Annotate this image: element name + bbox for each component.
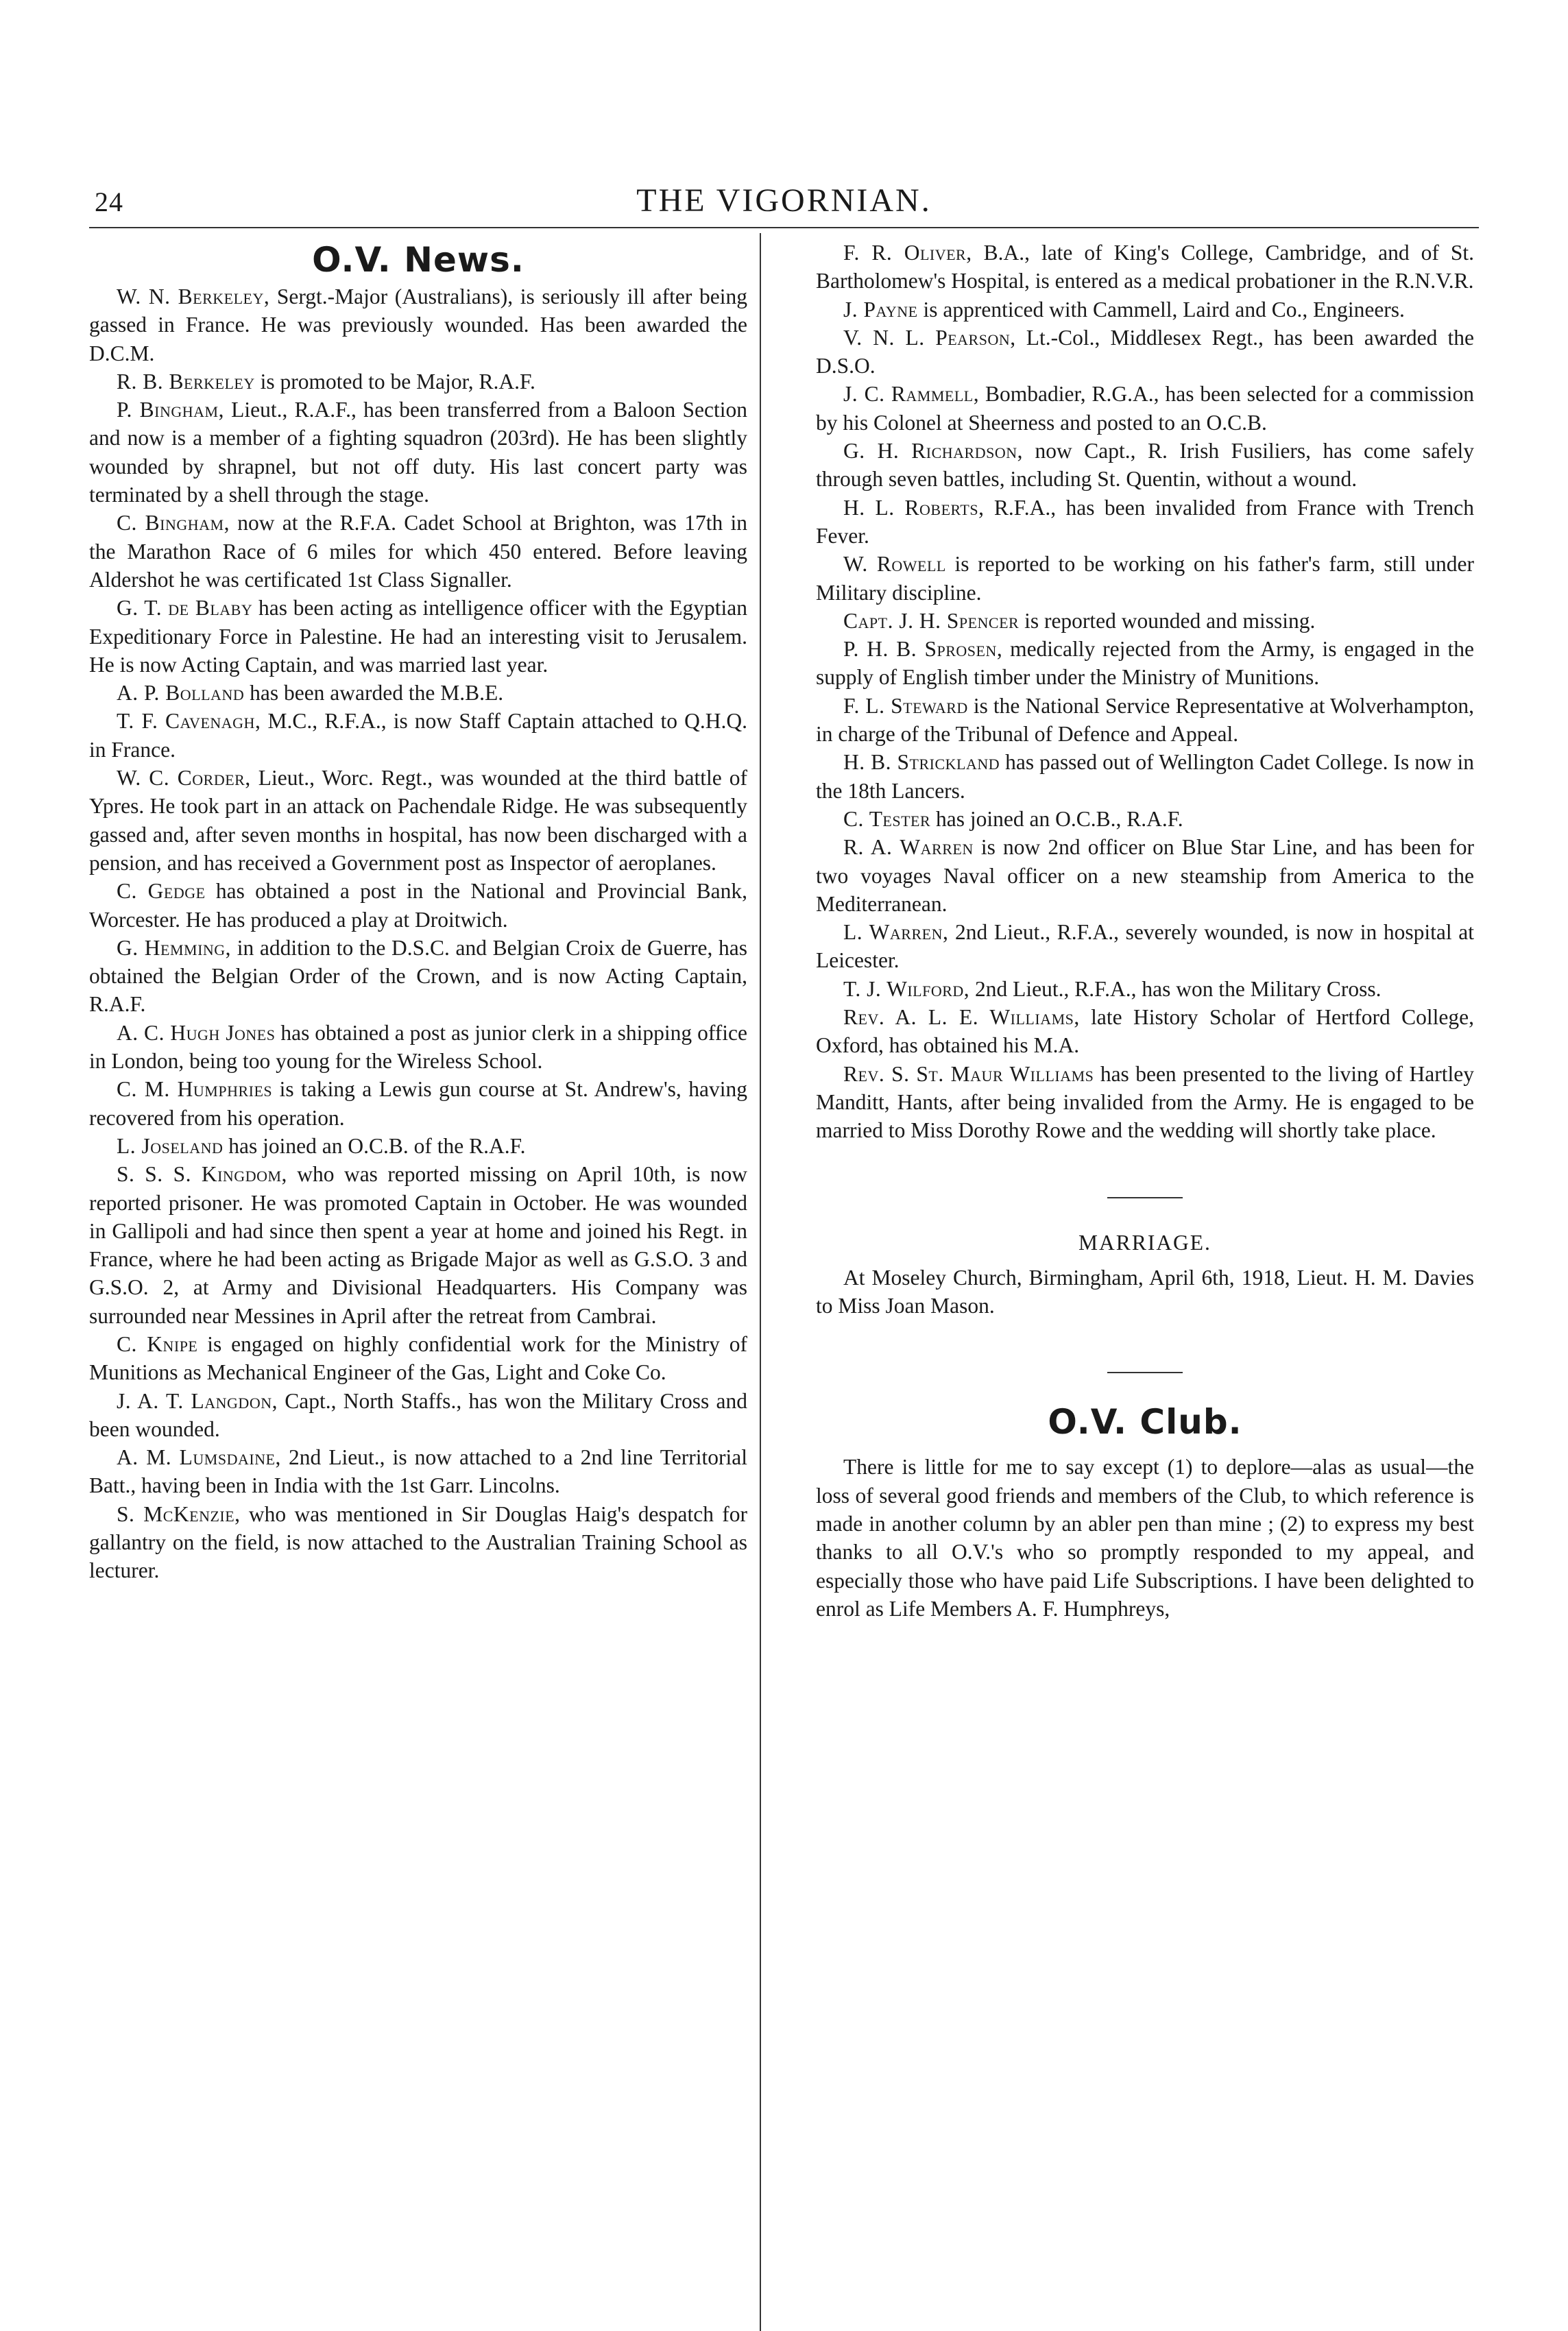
news-item	[89, 764, 747, 877]
news-item	[89, 707, 747, 764]
news-item-text: 2nd Lieut., R.F.A., severely wounded, is now in hospital at Leicester.	[816, 920, 1474, 973]
news-item	[816, 692, 1474, 749]
news-item-name: C. M. Humphries	[117, 1077, 273, 1102]
marriage-heading: MARRIAGE.	[1078, 1230, 1211, 1255]
news-item-text: M.C., R.F.A., is now Staff Captain attached to Q.H.Q. in France.	[89, 709, 747, 762]
news-item-text: has passed out of Wellington Cadet College. Is now in the 18th Lancers.	[816, 750, 1474, 803]
news-item-text: medically rejected from the Army, is engaged in the supply of English timber under the Ministry of Munitions.	[816, 637, 1474, 690]
news-item-text: late History Scholar of Hertford College, Oxford, has obtained his M.A.	[816, 1005, 1474, 1058]
news-item-name: W. Rowell	[843, 552, 946, 577]
news-item-text: R.F.A., has been invalided from France with Trench Fever.	[816, 495, 1474, 548]
news-item	[816, 975, 1474, 1003]
news-item	[89, 877, 747, 934]
news-item-name: C. Knipe	[117, 1331, 198, 1356]
news-item	[816, 380, 1474, 437]
news-item	[89, 1075, 747, 1132]
section-rule	[1107, 1372, 1183, 1373]
news-item-name: T. F. Cavenagh,	[117, 709, 261, 734]
news-item	[816, 805, 1474, 833]
news-item-text: is now 2nd officer on Blue Star Line, and has been for two voyages Naval officer on a new steamship from America to the Mediterranean.	[816, 835, 1474, 916]
news-item-text: who was reported missing on April 10th, is now reported prisoner. He was promoted Captain in October. He was wounded in Gallipoli and had since then spent a year at home and joined his Regt. in France, where he had been acting as Brigade Major as well as G.S.O. 3 and G.S.O. 2, at Army and Divisional Headquarters. His Company was surrounded near Messines in April after the retreat from Cambrai.	[89, 1162, 748, 1328]
news-item-text: has obtained a post as junior clerk in a shipping office in London, being too young for the Wireless School.	[89, 1020, 747, 1074]
news-item-name: G. T. de Blaby	[117, 596, 253, 620]
news-item-name: V. N. L. Pearson,	[843, 325, 1016, 350]
news-item-text: who was mentioned in Sir Douglas Haig's despatch for gallantry on the field, is now attached to the Australian Training School as lecturer.	[89, 1501, 747, 1583]
news-item	[816, 748, 1474, 805]
news-item-text: is taking a Lewis gun course at St. Andrew's, having recovered from his operation.	[89, 1077, 747, 1130]
news-item-text: Capt., North Staffs., has won the Military Cross and been wounded.	[89, 1388, 748, 1441]
marriage-notice: At Moseley Church, Birmingham, April 6th, 1918, Lieut. H. M. Davies to Miss Joan Mason.	[816, 1265, 1474, 1318]
news-item-text: is engaged on highly confidential work for the Ministry of Munitions as Mechanical Engineer of the Gas, Light and Coke Co.	[89, 1331, 747, 1385]
news-item-name: C. Bingham,	[117, 511, 230, 535]
news-item-text: has obtained a post in the National and Provincial Bank, Worcester. He has produced a play at Droitwich.	[89, 879, 747, 932]
news-item-name: G. Hemming,	[117, 935, 232, 960]
news-item	[89, 594, 747, 679]
news-items-right	[816, 239, 1474, 1145]
news-item-name: S. McKenzie,	[117, 1501, 241, 1526]
news-item-name: A. C. Hugh Jones	[117, 1020, 276, 1045]
news-item-name: G. H. Richardson,	[843, 439, 1023, 463]
news-item-name: Rev. A. L. E. Williams,	[843, 1005, 1080, 1030]
news-item-name: F. L. Steward	[843, 693, 968, 718]
news-item-text: is apprenticed with Cammell, Laird and Co., Engineers.	[917, 297, 1405, 322]
club-heading: O.V. Club.	[1048, 1402, 1242, 1442]
news-item-name: Rev. S. St. Maur Williams	[843, 1061, 1094, 1086]
journal-title: THE VIGORNIAN.	[636, 182, 932, 219]
news-item-name: W. C. Corder,	[117, 766, 251, 790]
news-item	[816, 494, 1474, 551]
news-item-text: has been presented to the living of Hartley Manditt, Hants, after being invalided from the Army. He is engaged to be married to Miss Dorothy Rowe and the wedding will shortly take place.	[816, 1061, 1474, 1143]
news-item-name: S. S. S. Kingdom,	[117, 1162, 287, 1187]
news-item-text: now Capt., R. Irish Fusiliers, has come safely through seven battles, including St. Quentin, without a wound.	[816, 439, 1474, 492]
news-item-text: in addition to the D.S.C. and Belgian Croix de Guerre, has obtained the Belgian Order of the Crown, and is now Acting Captain, R.A.F.	[89, 935, 747, 1017]
news-item	[89, 282, 747, 367]
news-item-name: A. M. Lumsdaine,	[117, 1445, 281, 1470]
news-item-text: has joined an O.C.B., R.A.F.	[930, 806, 1183, 831]
news-item	[89, 509, 747, 594]
news-item	[89, 1443, 747, 1500]
news-item	[816, 437, 1474, 494]
news-item	[816, 550, 1474, 607]
news-item	[89, 367, 747, 396]
news-item-text: has joined an O.C.B. of the R.A.F.	[223, 1133, 526, 1158]
news-item-name: P. Bingham,	[117, 398, 224, 422]
news-item	[816, 833, 1474, 918]
news-item	[816, 918, 1474, 975]
news-item	[816, 1060, 1474, 1145]
section-rule	[1107, 1197, 1183, 1198]
news-item-text: is the National Service Representative at Wolverhampton, in charge of the Tribunal of Defence and Appeal.	[816, 693, 1474, 747]
news-item-text: is reported to be working on his father's farm, still under Military discipline.	[816, 552, 1475, 605]
page-number: 24	[95, 186, 123, 217]
news-item-text: is reported wounded and missing.	[1019, 608, 1316, 633]
club-paragraph: There is little for me to say except (1) to deplore—alas as usual—the loss of several good friends and members of the Club, to which reference is made in another column by an abler pen than mine ; (2) to express my best thanks to all O.V.'s who so promptly responded to my appeal, and especially those who have paid Life Subscriptions. I have been delighted to enrol as Life Members A. F. Humphreys,	[816, 1455, 1474, 1621]
news-item	[89, 396, 747, 509]
news-item-name: C. Gedge	[117, 879, 206, 904]
news-item-text: Lieut., Worc. Regt., was wounded at the third battle of Ypres. He took part in an attack on Pachendale Ridge. He was subsequently gassed and, after seven months in hospital, has now been discharged with a pension, and has received a Government post as Inspector of aeroplanes.	[89, 766, 748, 875]
news-item-name: A. P. Bolland	[117, 681, 245, 705]
news-item	[816, 295, 1474, 324]
news-item-text: has been awarded the M.B.E.	[244, 681, 504, 705]
news-item-name: L. Warren,	[843, 920, 949, 945]
news-item-name: P. H. B. Sprosen,	[843, 637, 1003, 662]
running-head	[89, 182, 1479, 228]
news-item-name: J. Payne	[843, 297, 918, 322]
news-item-text: is promoted to be Major, R.A.F.	[254, 369, 535, 394]
news-item-text: has been acting as intelligence officer with the Egyptian Expeditionary Force in Palestine. He had an interesting visit to Jerusalem. He is now Acting Captain, and was married last year.	[89, 596, 747, 677]
news-item-name: W. N. Berkeley,	[117, 285, 270, 309]
news-column-left	[89, 239, 747, 1585]
news-item-name: R. B. Berkeley	[117, 369, 255, 394]
news-item-text: 2nd Lieut., is now attached to a 2nd line Territorial Batt., having been in India with the 1st Garr. Lincolns.	[89, 1445, 747, 1498]
news-item	[89, 934, 747, 1019]
news-item	[816, 239, 1474, 295]
news-items-left	[89, 282, 747, 1585]
news-item-name: J. C. Rammell,	[843, 382, 980, 407]
news-item-text: 2nd Lieut., R.F.A., has won the Military Cross.	[969, 976, 1382, 1001]
news-item-text: now at the R.F.A. Cadet School at Brighton, was 17th in the Marathon Race of 6 miles for which 450 entered. Before leaving Aldershot he was certificated 1st Class Signaller.	[89, 511, 747, 592]
news-item-text: B.A., late of King's College, Cambridge, and of St. Bartholomew's Hospital, is entered as a medical probationer in the R.N.V.R.	[816, 241, 1474, 293]
news-column-right	[816, 239, 1474, 1623]
news-item	[816, 1003, 1474, 1060]
news-item-name: T. J. Wilford,	[843, 976, 970, 1001]
news-item	[89, 1132, 747, 1160]
news-item	[89, 1019, 747, 1076]
news-item-text: Bombadier, R.G.A., has been selected for a commission by his Colonel at Sheerness and posted to an O.C.B.	[816, 382, 1474, 435]
news-item-name: H. B. Strickland	[843, 750, 1000, 775]
news-item-text: Lieut., R.A.F., has been transferred from a Baloon Section and now is a member of a fighting squadron (203rd). He has been slightly wounded by shrapnel, but not off duty. His last concert party was terminated by a shell through the stage.	[89, 398, 747, 507]
news-item	[816, 607, 1474, 635]
news-item-name: R. A. Warren	[843, 835, 974, 860]
news-item-text: Lt.-Col., Middlesex Regt., has been awarded the D.S.O.	[816, 325, 1474, 378]
news-item	[89, 1160, 747, 1330]
news-item-text: Sergt.-Major (Australians), is seriously ill after being gassed in France. He was previously wounded. Has been awarded the D.C.M.	[89, 285, 747, 365]
news-item	[816, 635, 1474, 692]
news-item	[816, 324, 1474, 381]
news-item	[89, 1387, 747, 1444]
news-item-name: F. R. Oliver,	[843, 241, 972, 265]
news-item-name: J. A. T. Langdon,	[117, 1388, 278, 1413]
column-divider	[760, 233, 761, 2331]
news-item-name: Capt. J. H. Spencer	[843, 608, 1020, 633]
news-item	[89, 679, 747, 707]
news-item-name: C. Tester	[843, 806, 931, 831]
news-heading: O.V. News.	[312, 240, 524, 280]
news-item-name: H. L. Roberts,	[843, 495, 985, 520]
news-item-name: L. Joseland	[117, 1133, 224, 1158]
news-item	[89, 1500, 747, 1585]
news-item	[89, 1330, 747, 1387]
